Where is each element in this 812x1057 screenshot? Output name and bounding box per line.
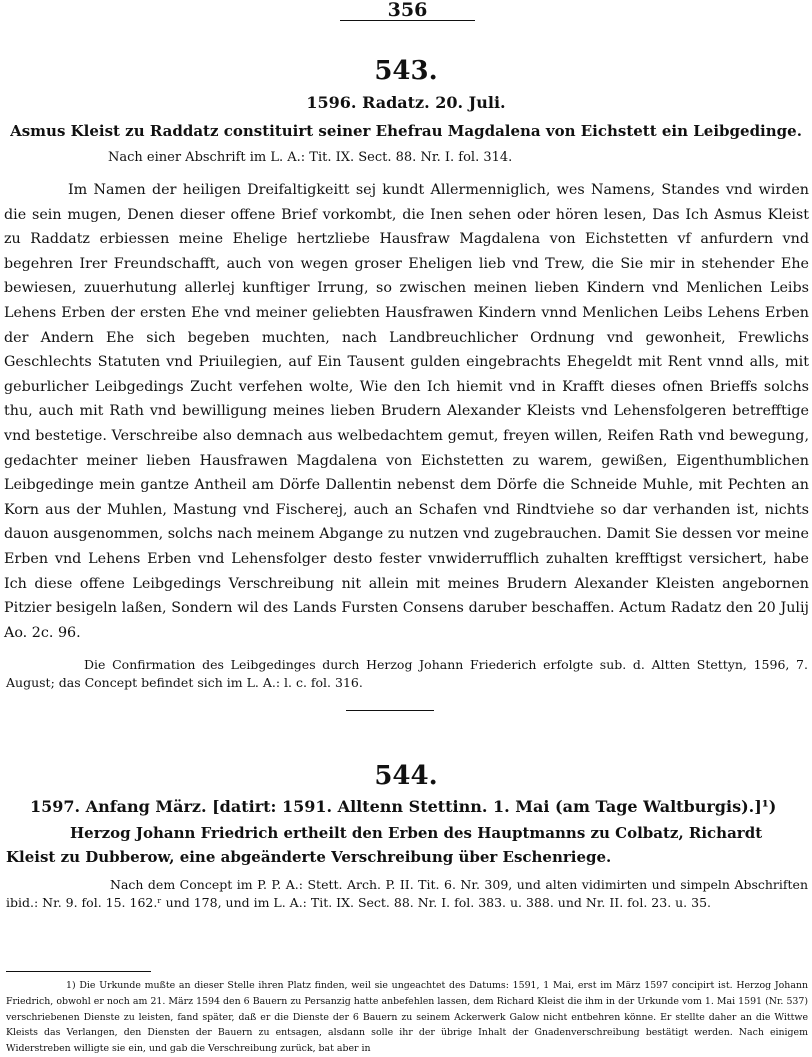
body-paragraph: Im Namen der heiligen Dreifaltigkeitt sej kundt Allermenniglich, wes Namens, Standes vnd wirden die sein mugen, Denen dieser offene Brief vorkombt, die Inen sehen oder hören lesen, Das Ich Asmus Kleist zu Raddatz erbiessen meine Ehelige hertzliebe Hausfraw Magdalena von Eichstetten vf anfurdern vnd begehren Irer Freundschafft, auch von wegen groser Eheligen lieb vnd Trew, die Sie mir in stehender Ehe bewiesen, zuuerhutung allerlej kunftiger Irrung, so zwischen meinen lieben Kindern vnd Menlichen Leibs Lehens Erben der ersten Ehe vnd meiner geliebten Hausfrawen Kindern vnnd Menlichen Leibs Lehens Erben der Andern Ehe sich begeben muchten, nach Landbreuchlicher Ordnung vnd gewonheit, Frewlichs Geschlechts Statuten vnd Priuilegien, auf Ein Tausent gulden eingebrachts Ehegeldt mit Rent vnnd alls, mit geburlicher Leibgedings Zucht verfehen wolte, Wie den Ich hiemit vnd in Krafft dieses ofnen Brieffs solchs thu, auch mit Rath vnd bewilligung meines lieben Brudern Alexander Kleists vnd Lehensfolgeren betrefftige vnd bestetige. Verschreibe also demnach aus welbedachtem gemut, freyen willen, Reifen Rath vnd bewegung, gedachter meiner lieben Hausfrawen Magdalena von Eichstetten zu warem, gewißen, Eigenthumblichen Leibgedinge mein gantze Antheil am Dörfe Dallentin nebenst dem Dörfe die Schneide Muhle, mit Pechten an Korn aus der Muhlen, Mastung vnd Fischerej, auch an Schafen vnd Rindtviehe so dar verhanden ist, nichts dauon ausgenommen, solchs nach meinem Abgange zu nutzen vnd zugebrauchen. Damit Sie dessen vor meine Erben vnd Lehens Erben vnd Lehensfolger desto fester vnwiderrufflich zuhalten krefftigst versichert, habe Ich diese offene Leibgedings Verschreibung nit allein mit meines Brudern Alexander Kleisten angebornen Pitzier besigeln laßen, Sondern wil des Lands Fursten Consens daruber beschaffen. Actum Radatz den 20 Julij Ao. 2c. 96. (4, 182, 809, 641)
footnote: 1) Die Urkunde mußte an dieser Stelle ihren Platz finden, weil sie ungeachtet des Datums: 1591, 1 Mai, erst im März 1597 concipirt ist. Herzog Johann Friedrich, obwohl er noch am 21. März 1594 den 6 Bauern zu Persanzig hatte anbefehlen lassen, dem Richard Kleist die ihm in der Urkunde vom 1. Mai 1591 (Nr. 537) verschriebenen Dienste zu leisten, fand später, daß er die Dienste der 6 Bauern zu seinem Ackerwerk Galow nicht entbehren könne. Er stellte daher an die Wittwe Kleists das Verlangen, den Diensten der Bauern zu entsagen, alsdann solle ihr der übrige Inhalt der Gnadenverschreibung bestätigt werden. Nach einigem Widerstreben willigte sie ein, und gab die Verschreibung zurück, bat aber in (6, 980, 808, 1055)
document-number-544: 544. (374, 761, 438, 791)
document-body-543 (4, 178, 809, 645)
summary-544-line-2: Kleist zu Dubberow, eine abgeänderte Verschreibung über Eschenriege. (6, 848, 612, 866)
source-543: Nach einer Abschrift im L. A.: Tit. IX. Sect. 88. Nr. I. fol. 314. (108, 150, 513, 165)
source-544: Nach dem Concept im P. P. A.: Stett. Arch. P. II. Tit. 6. Nr. 309, und alten vidimirten und simpeln Abschriften ibid.: Nr. 9. fol. 15. 162.ʳ und 178, und im L. A.: Tit. IX. Sect. 88. Nr. I. fol. 383. u. 388. und Nr. II. fol. 23. u. 35. (6, 877, 808, 910)
dateline-544: 1597. Anfang März. [datirt: 1591. Alltenn Stettinn. 1. Mai (am Tage Waltburgis).]¹) (30, 797, 777, 816)
summary-544-line-1: Herzog Johann Friedrich ertheilt den Erben des Hauptmanns zu Colbatz, Richardt (70, 824, 763, 842)
page-number: 356 (387, 0, 428, 21)
document-number-543: 543. (374, 56, 438, 86)
confirmation-note-543: Die Confirmation des Leibgedinges durch Herzog Johann Friederich erfolgte sub. d. Altten Stettyn, 1596, 7. August; das Concept befindet sich im L. A.: l. c. fol. 316. (6, 657, 808, 690)
header-rule (340, 20, 475, 21)
summary-543: Asmus Kleist zu Raddatz constituirt seiner Ehefrau Magdalena von Eichstett ein Leibgedinge. (10, 122, 802, 140)
footnote-rule (6, 971, 151, 972)
dateline-543: 1596. Radatz. 20. Juli. (306, 93, 506, 112)
section-divider (346, 710, 434, 711)
